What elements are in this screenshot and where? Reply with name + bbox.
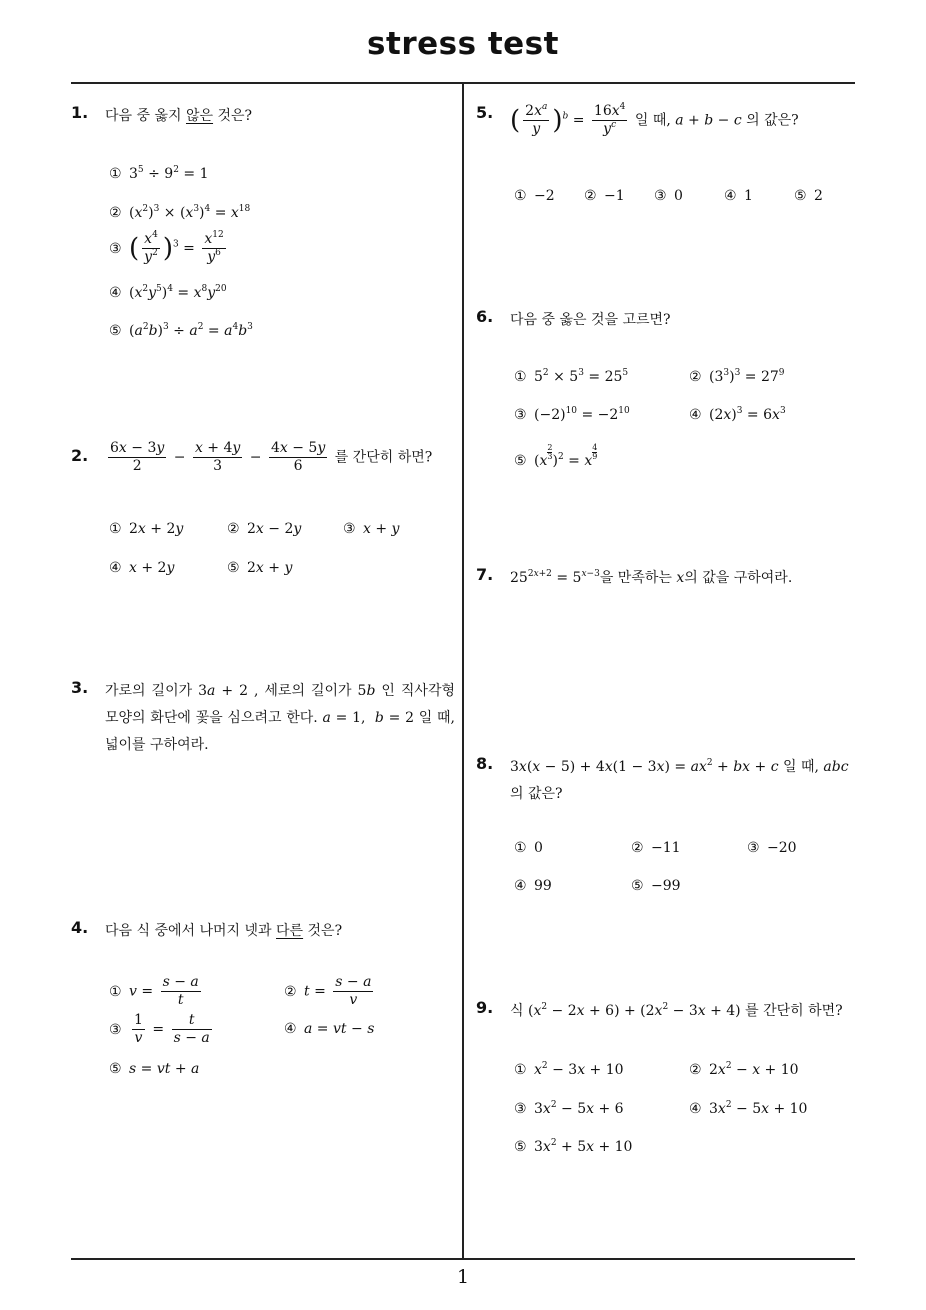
question-text: 식 $(x^2 - 2x + 6) + (2x^2 - 3x + 4)$ 를 간단히 하면? (510, 1002, 843, 1019)
option-1[interactable]: ① $x^2 - 3x + 10$ (514, 1061, 624, 1078)
question-text: 다음 중 옳지 않은 것은? (105, 108, 253, 124)
question-9 (476, 998, 856, 1158)
column-divider (462, 83, 464, 1259)
option-3[interactable]: ③ ( $\frac{x^4}{y^2}$ )$^3$ = $\frac{x^{12}}{y^6}$ (109, 230, 224, 265)
option-4[interactable]: ④ $(x^2y^5)^4 = x^8y^{20}$ (109, 284, 227, 301)
page-number: 1 (456, 1266, 470, 1288)
question-number: 2. (71, 446, 89, 465)
option-2[interactable]: ② $2x^2 - x + 10$ (689, 1061, 799, 1078)
option-4[interactable]: ④ x + 2y (109, 560, 175, 576)
question-text: 가로의 길이가 3a + 2 , 세로의 길이가 5b 인 직사각형 모양의 화단에 꽃을 심으려고 한다. a = 1, b = 2 일 때, 넓이를 구하여라. (105, 683, 456, 753)
option-5[interactable]: ⑤ 2x + y (227, 560, 293, 576)
question-1 (71, 103, 456, 363)
question-text: $3x(x - 5) + 4x(1 - 3x) = ax^2$ + bx + c 일 때, abc 의 값은? (510, 758, 849, 802)
option-5[interactable]: ⑤ $3x^2 + 5x + 10$ (514, 1138, 633, 1155)
question-number: 8. (476, 754, 494, 773)
question-4 (71, 918, 456, 1088)
option-1[interactable]: ① −2 (514, 188, 555, 204)
option-4[interactable]: ④ 99 (514, 878, 552, 894)
question-text: 다음 식 중에서 나머지 넷과 다른 것은? (105, 923, 343, 939)
question-number: 7. (476, 565, 494, 584)
option-2[interactable]: ② $(x^2)^3 \times (x^3)^4 = x^{18}$ (109, 204, 251, 221)
option-5[interactable]: ⑤ $(a^2b)^3 \div a^2 = a^4b^3$ (109, 322, 253, 339)
option-2[interactable]: ② $(3^3)^3 = 27^9$ (689, 368, 785, 385)
question-7 (476, 565, 856, 595)
question-6 (476, 307, 856, 467)
question-number: 6. (476, 307, 494, 326)
option-3[interactable]: ③ $3x^2 - 5x + 6$ (514, 1100, 624, 1117)
option-3[interactable]: ③ $(-2)^{10} = -2^{10}$ (514, 406, 630, 423)
question-number: 3. (71, 678, 89, 697)
option-1[interactable]: ① $5^2 \times 5^3 = 25^5$ (514, 368, 629, 385)
question-text: $25^{2x+2} = 5^{x-3}$을 만족하는 x의 값을 구하여라. (510, 569, 793, 586)
bottom-rule (71, 1258, 855, 1260)
question-3 (71, 678, 456, 768)
question-2 (71, 440, 456, 584)
option-2[interactable]: ② 2x − 2y (227, 521, 302, 537)
question-text: ( $\frac{2x^a}{y}$ )$^b$ = $\frac{16x^4}{y^c}$ 일 때, a + b − c 의 값은? (510, 102, 799, 137)
option-2[interactable]: ② t = $\frac{s - a}{v}$ (284, 974, 372, 1008)
option-3[interactable]: ③ $\frac{1}{v}$ = $\frac{t}{s - a}$ (109, 1012, 210, 1046)
option-4[interactable]: ④ $3x^2 - 5x + 10$ (689, 1100, 808, 1117)
option-3[interactable]: ③ x + y (343, 521, 400, 537)
option-3[interactable]: ③ 0 (654, 188, 683, 204)
option-2[interactable]: ② −11 (631, 840, 681, 856)
option-1[interactable]: ① 2x + 2y (109, 521, 184, 537)
question-text: $\frac{6x - 3y}{2}$ − $\frac{x + 4y}{3}$ − $\frac{4x - 5y}{6}$ 를 간단히 하면? (110, 440, 433, 474)
question-number: 1. (71, 103, 89, 122)
option-1[interactable]: ① 0 (514, 840, 543, 856)
option-5[interactable]: ⑤ −99 (631, 878, 681, 894)
option-3[interactable]: ③ −20 (747, 840, 797, 856)
option-5[interactable]: ⑤ (x $\frac{2}{3}$ )$^2$ = x $\frac{4}{9}$ (514, 443, 598, 469)
option-2[interactable]: ② −1 (584, 188, 625, 204)
question-number: 5. (476, 103, 494, 122)
page-title: stress test (367, 26, 559, 62)
question-number: 4. (71, 918, 89, 937)
option-5[interactable]: ⑤ s = vt + a (109, 1061, 200, 1077)
question-5 (476, 103, 856, 213)
option-4[interactable]: ④ $(2x)^3 = 6x^3$ (689, 406, 786, 423)
option-1[interactable]: ① $3^5 \div 9^2 = 1$ (109, 165, 209, 182)
option-1[interactable]: ① v = $\frac{s - a}{t}$ (109, 974, 199, 1008)
question-text: 다음 중 옳은 것을 고르면? (510, 312, 671, 328)
option-4[interactable]: ④ a = vt − s (284, 1021, 375, 1037)
option-4[interactable]: ④ 1 (724, 188, 753, 204)
question-8 (476, 754, 856, 904)
question-number: 9. (476, 998, 494, 1017)
option-5[interactable]: ⑤ 2 (794, 188, 823, 204)
